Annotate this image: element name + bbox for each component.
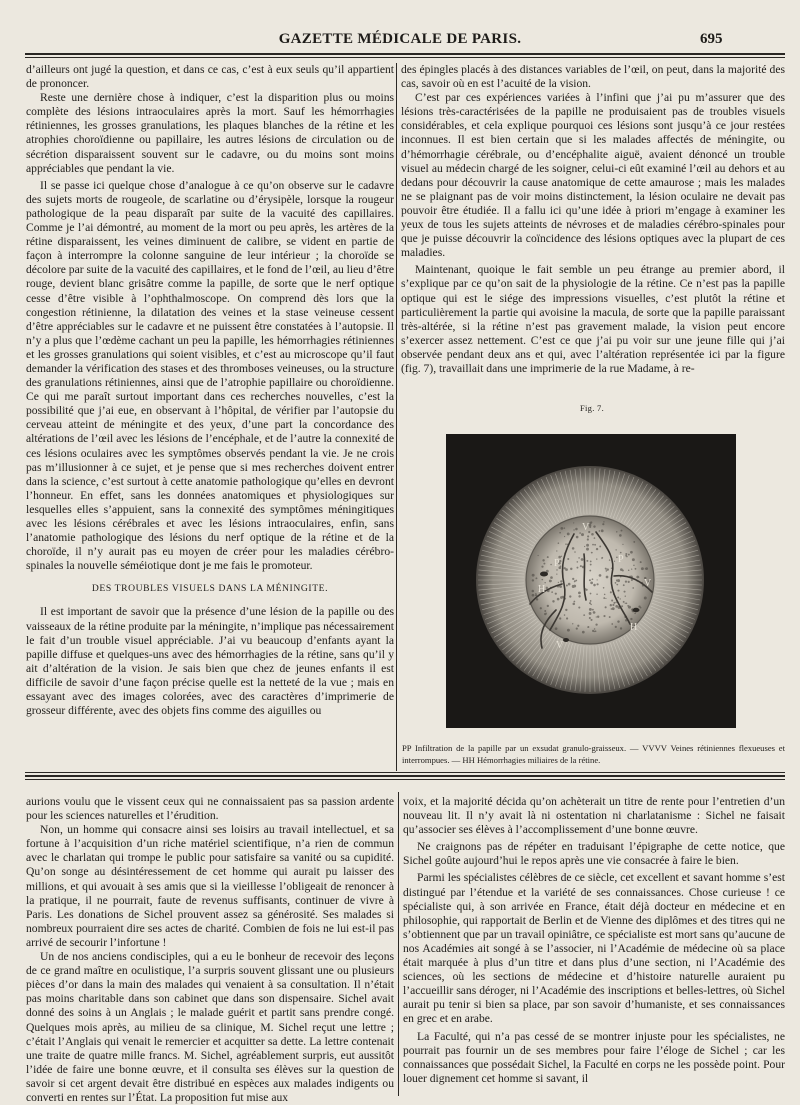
retina-engraving (446, 434, 736, 728)
speckle-dot (582, 631, 585, 634)
speckle-dot (616, 531, 617, 532)
speckle-dot (606, 576, 609, 579)
paragraph: Il se passe ici quelque chose d’analogue à ce qu’on observe sur le cadavre des sujets morts de rougeole, de scarlatine ou d’érysipèle, lorsque la rougeur pathologique de la peau disparaît par suite de la vacuité des capillaires. Comme je l’ai démontré, au moment de la mort ou peu après, les artères de la rétine disparaissent, les veines diminuent de calibre, se vident en partie de façon à interrompre la colonne sanguine de leur intérieur ; la choroïde se décolore par suite de la vacuité des capillaires, et le fond de l’œil, au lieu d’être rouge, devient blanc grisâtre comme la papille, de sorte que le nerf optique cesse d’être visible à l’ophthalmoscope. On comprend dès lors que la congestion rétinienne, la dilatation des veines et la stase veineuse cessent d’être appréciables sur le cadavre et ne puissent être constatées à l’autopsie. Il n’y a plus que l’œdème cachant un peu la papille, les hémorrhagies rétiniennes et les grosses granulations qui soient visibles, et c’est au microscope qu’il faut demander la vérification des stases et des thromboses veineuses, ou la structure des granulations rétiniennes, ainsi que de l’atrophie papillaire ou choroïdienne. Ce qui me paraît surtout important dans ces recherches nouvelles, c’est la possibilité que j’ai eue, en observant à l’hôpital, de vérifier par l’autopsie du cerveau atteint de méningite et des yeux, d’une part la concordance des altérations de l’œil avec les lésions de l’encéphale, et de l’autre la connexité de ces lésions oculaires avec les symptômes observés pendant la vie. Je ne crois pas m’illusionner à ce sujet, et je pense que si mes recherches doivent entrer dans la science, c’est surtout à cette anatomie pathologique qu’elles en devront l’honneur. En effet, sans les données anatomiques et physiologiques sur lesquelles elles s’appuient, sans la connexité des symptômes méningitiques avec les lésions cérébrales et avec les lésions intraoculaires, enfin, sans l’anatomie pathologique des lésions du nerf optique de la rétine et de la choroïde, il n’y aurait pas eu moyen de créer pour les maladies cérébro-spinales la nouvelle séméiotique dont je me fais le promoteur. (26, 178, 394, 573)
speckle-dot (555, 627, 558, 630)
speckle-dot (621, 530, 623, 532)
speckle-dot (546, 587, 548, 589)
speckle-dot (623, 584, 625, 586)
section-rule-thick (25, 775, 785, 777)
page-header-title: GAZETTE MÉDICALE DE PARIS. (278, 31, 522, 47)
speckle-dot (601, 557, 603, 559)
speckle-dot (559, 532, 561, 534)
speckle-dot (556, 574, 557, 575)
speckle-dot (589, 608, 592, 611)
paragraph: d’ailleurs ont jugé la question, et dans ce cas, c’est à eux seuls qu’il appartient de prononcer. (26, 63, 394, 91)
paragraph: Ne craignons pas de répéter en traduisant l’épigraphe de cette notice, que Sichel goûte aujourd’hui le repos après une vie consacrée à faire le bien. (403, 840, 785, 868)
figure-letter: H (538, 584, 546, 595)
speckle-dot (538, 555, 539, 556)
speckle-dot (580, 565, 582, 567)
speckle-dot (603, 615, 605, 617)
speckle-dot (626, 602, 628, 604)
speckle-dot (576, 536, 579, 539)
speckle-dot (613, 602, 615, 604)
speckle-dot (589, 579, 591, 581)
speckle-dot (572, 623, 573, 624)
speckle-dot (584, 546, 585, 547)
speckle-dot (547, 556, 549, 558)
speckle-dot (542, 579, 543, 580)
speckle-dot (555, 593, 557, 595)
speckle-dot (568, 583, 571, 586)
speckle-dot (619, 598, 620, 599)
speckle-dot (632, 587, 634, 589)
speckle-dot (540, 607, 542, 609)
speckle-dot (644, 597, 647, 600)
speckle-dot (578, 591, 581, 594)
speckle-dot (560, 596, 563, 599)
paragraph: Reste une dernière chose à indiquer, c’est la disparition plus ou moins complète des lésions intraoculaires après la mort. Sauf les hémorrhagies rétiniennes, les grosses granulations, les plaques blanches de la rétine et les atrophies choroïdienne ou papillaire, les autres lésions de circulation ou de sécrétion disparaissent souvent sur le cadavre, ou du moins sont moins appréciables que pendant la vie. (26, 91, 394, 175)
speckle-dot (591, 552, 593, 554)
speckle-dot (630, 618, 632, 620)
speckle-dot (574, 581, 575, 582)
header-rule-thick (25, 53, 785, 55)
speckle-dot (590, 600, 592, 602)
speckle-dot (586, 544, 589, 547)
speckle-dot (603, 597, 605, 599)
speckle-dot (635, 568, 637, 570)
speckle-dot (604, 594, 606, 596)
speckle-dot (591, 533, 594, 536)
figure-caption (402, 742, 785, 766)
speckle-dot (589, 612, 592, 615)
speckle-dot (620, 627, 622, 629)
speckle-dot (583, 614, 585, 616)
speckle-dot (589, 522, 591, 524)
speckle-dot (558, 542, 560, 544)
speckle-dot (564, 614, 566, 616)
speckle-dot (593, 584, 596, 587)
speckle-dot (606, 568, 608, 570)
speckle-dot (617, 596, 619, 598)
speckle-dot (544, 610, 546, 612)
speckle-dot (597, 579, 598, 580)
speckle-dot (572, 547, 575, 550)
speckle-dot (590, 564, 592, 566)
speckle-dot (541, 566, 543, 568)
paragraph: Non, un homme qui consacre ainsi ses loisirs au travail intellectuel, et sa fortune à l’acquisition d’un riche matériel scientifique, n’a rien de commun avec le charlatan qui trompe le public pour satisfaire sa vanité ou sa cupidité. Qu’on songe au désintéressement de cet homme qui aurait pu laisser des millions, et qui avouait à ses amis que si la vieillesse l’obligeait de renoncer à la pratique, il ne pourrait, faute de revenus suffisants, continuer de vivre à Paris. Les donations de Sichel prouvent assez sa générosité. Ses malades si nombreux pourraient dire ses actes de charité. Combien de fois ne lui est-il pas arrivé de secourir l’infortune ! (26, 823, 394, 949)
speckle-dot (594, 544, 596, 546)
speckle-dot (589, 602, 591, 604)
column-divider-upper (396, 63, 397, 771)
speckle-dot (634, 613, 636, 615)
speckle-dot (605, 568, 607, 570)
speckle-dot (559, 585, 562, 588)
speckle-dot (602, 523, 604, 525)
paragraph: aurions voulu que le vissent ceux qui ne connaissaient pas sa passion ardente pour les sciences naturelles et l’érudition. (26, 795, 394, 823)
speckle-dot (611, 623, 613, 625)
speckle-dot (599, 546, 601, 548)
speckle-dot (592, 578, 594, 580)
upper-left-column (26, 63, 394, 766)
paragraph: Maintenant, quoique le fait semble un peu étrange au premier abord, il s’explique par ce qu’on sait de la physiologie de la rétine. Ce n’est pas la papille optique qui est le siége des impressions visuelles, c’est plutôt la rétine et particulièrement la partie qui avoisine la macula, de sorte que la papille paraissant très-altérée, si la rétine n’est pas gravement malade, la vision peut encore s’exercer assez nettement. C’est ce que j’ai pu voir sur une jeune fille qui j’ai observée pendant deux ans et qui, avec l’altération représentée ici par la figure (fig. 7), travaillait dans une imprimerie de la rue Madame, à re- (401, 263, 785, 375)
speckle-dot (617, 579, 620, 582)
speckle-dot (581, 533, 584, 536)
speckle-dot (611, 608, 613, 610)
speckle-dot (596, 583, 598, 585)
paragraph: La Faculté, qui n’a pas cessé de se montrer injuste pour les spécialistes, ne pourrait pas fournir un de ses membres pour faire l’éloge de Sichel ; car les connaissances que possédait Sichel, la Faculté en corps ne les possède point. Pour louer dignement cet homme si savant, il (403, 1029, 785, 1085)
speckle-dot (573, 529, 574, 530)
speckle-dot (615, 605, 618, 608)
speckle-dot (561, 556, 562, 557)
speckle-dot (633, 541, 635, 543)
speckle-dot (625, 596, 626, 597)
figure-letter: V (644, 578, 652, 589)
speckle-dot (552, 600, 554, 602)
paragraph: Parmi les spécialistes célèbres de ce siècle, cet excellent et savant homme s’est distingué par l’étendue et la variété de ses connaissances. Chose curieuse ! ce spécialiste qui, à son arrivée en France, était déjà docteur en médecine et en philosophie, qui rapportait de Berlin et de Vienne des diplômes et des titres qui ne s’obtiennent que par un travail opiniâtre, ce spécialiste est mort sans qu’aucune de nos Académies ait songé à se l’associer, ni l’Académie de médecine où sa place était marquée à plus d’un titre et dans plus d’une section, ni l’Académie des sciences, où les sections de médecine et d’histoire naturelle auraient pu l’accueillir sans déroger, ni l’Académie des inscriptions et belles-lettres, où Sichel aurait pu tenir si bien sa place, par son savoir d’humaniste, et ses connaissances en grec et en arabe. (403, 871, 785, 1026)
speckle-dot (578, 595, 580, 597)
speckle-dot (594, 628, 595, 629)
speckle-dot (549, 580, 551, 582)
speckle-dot (628, 606, 631, 609)
speckle-dot (560, 527, 563, 530)
figure-letter: V (582, 522, 590, 533)
speckle-dot (532, 574, 535, 577)
speckle-dot (641, 567, 644, 570)
paragraph: Un de nos anciens condisciples, qui a eu le bonheur de recevoir des leçons de ce grand maître en oculistique, l’a surpris souvent glissant une ou plusieurs pièces d’or dans la main des malades qui venaient à sa consultation. Il n’était pas moins charitable dans son cabinet que dans son dispensaire. Sichel avait donné des soins à un Anglais ; le malade guérit et partit sans prendre congé. Quelques mois après, au milieu de sa clinique, M. Sichel reçut une lettre ; c’était l’Anglais qui venait le remercier et acquitter sa dette. La lettre contenait une traite de quatre mille francs. M. Sichel, agréablement surpris, eut aussitôt l’idée de faire une bonne œuvre, et il consulta ses élèves sur la question de savoir si cet argent devait être distribué en espèces aux malades indigents ou converti en rentes sur l’État. La proposition fut mise aux (26, 950, 394, 1104)
speckle-dot (569, 595, 571, 597)
speckle-dot (596, 594, 597, 595)
speckle-dot (547, 605, 549, 607)
speckle-dot (595, 623, 597, 625)
speckle-dot (567, 629, 570, 632)
speckle-dot (564, 527, 566, 529)
speckle-dot (543, 563, 545, 565)
speckle-dot (532, 590, 535, 593)
speckle-dot (574, 551, 576, 553)
column-divider-lower (398, 792, 399, 1096)
speckle-dot (590, 561, 592, 563)
speckle-dot (556, 569, 557, 570)
speckle-dot (576, 628, 578, 630)
paragraph: Il est important de savoir que la présence d’une lésion de la papille ou des vaisseaux de la rétine produite par la méningite, n’implique pas nécessairement le fait d’un trouble visuel appréciable. J’ai vu beaucoup d’enfants ayant la papille diffuse et quelques-uns avec des hémorrhagies de la rétine, sans qu’il y ait d’altération de la vision. Je sais bien que chez de jeunes enfants il est difficile de savoir d’une façon précise quelle est la netteté de la vue ; mais en essayant avec des images colorées, avec des caractères d’imprimerie de grosseur différente, avec des objets fins comme des aiguilles ou (26, 605, 394, 718)
speckle-dot (566, 584, 568, 586)
speckle-dot (630, 551, 633, 554)
speckle-dot (590, 619, 592, 621)
speckle-dot (624, 591, 626, 593)
speckle-dot (557, 598, 560, 601)
speckle-dot (645, 568, 647, 570)
speckle-dot (628, 554, 630, 556)
speckle-dot (605, 598, 606, 599)
speckle-dot (578, 557, 580, 559)
lower-right-column (403, 795, 785, 1095)
speckle-dot (573, 601, 575, 603)
speckle-dot (570, 568, 572, 570)
speckle-dot (638, 576, 639, 577)
speckle-dot (611, 600, 613, 602)
speckle-dot (573, 522, 574, 523)
speckle-dot (575, 528, 578, 531)
speckle-dot (587, 535, 589, 537)
speckle-dot (599, 574, 602, 577)
figure-letter: P (554, 558, 560, 569)
speckle-dot (631, 569, 632, 570)
speckle-dot (567, 532, 570, 535)
speckle-dot (610, 604, 612, 606)
speckle-dot (609, 559, 610, 560)
speckle-dot (628, 569, 630, 571)
speckle-dot (558, 582, 559, 583)
speckle-dot (572, 578, 574, 580)
speckle-dot (614, 561, 615, 562)
speckle-dot (640, 607, 642, 609)
paragraph: C’est par ces expériences variées à l’infini que j’ai pu m’assurer que des lésions très-caractérisées de la papille ne produisaient pas de troubles visuels considérables, et cela explique pourquoi ces lésions sont jusqu’à ce jour restées inconnues. Il est bien certain que si les malades affectés de méningite, ou d’hémorrhagie cérébrale, ou d’encéphalite aiguë, avaient dénoncé un trouble visuel au médecin chargé de les soigner, celui-ci eût examiné l’œil au dehors et au dedans pour découvrir la cause anatomique de cette amaurose ; mais les malades ne se plaignant pas de voir moins distinctement, la lésion oculaire ne devait pas pouvoir être étudiée. Il a fallu ici qu’une idée à priori m’engage à examiner les yeux de tous les sujets atteints de névroses et de maladies cérébro-spinales pour que je puisse découvrir la coïncidence des lésions optiques avec la plupart de ces maladies. (401, 91, 785, 260)
speckle-dot (597, 616, 599, 618)
speckle-dot (620, 568, 623, 571)
speckle-dot (615, 626, 617, 628)
speckle-dot (590, 593, 592, 595)
speckle-dot (542, 559, 544, 561)
speckle-dot (632, 558, 635, 561)
speckle-dot (605, 606, 607, 608)
speckle-dot (596, 616, 597, 617)
speckle-dot (594, 537, 596, 539)
speckle-dot (595, 630, 597, 632)
speckle-dot (625, 603, 626, 604)
speckle-dot (586, 548, 589, 551)
speckle-dot (617, 590, 619, 592)
speckle-dot (621, 605, 623, 607)
figure-letter: P (618, 554, 624, 565)
speckle-dot (599, 530, 601, 532)
speckle-dot (616, 584, 618, 586)
speckle-dot (622, 544, 623, 545)
speckle-dot (615, 602, 616, 603)
speckle-dot (592, 609, 594, 611)
speckle-dot (578, 606, 580, 608)
speckle-dot (615, 582, 617, 584)
speckle-dot (565, 543, 567, 545)
paragraph: voix, et la majorité décida qu’on achèterait un titre de rente pour l’entretien d’un nouveau lit. Il n’y avait là ni ostentation ni charlatanisme : Sichel ne faisait qu’associer ses élèves à l’accomplissement d’une bonne œuvre. (403, 795, 785, 837)
speckle-dot (567, 558, 569, 560)
speckle-dot (625, 580, 627, 582)
paragraph: des épingles placés à des distances variables de l’œil, on peut, dans la majorité des cas, savoir où en est l’acuité de la vision. (401, 63, 785, 91)
speckle-dot (592, 544, 594, 546)
speckle-dot (587, 626, 588, 627)
header-rule-thin (25, 57, 785, 58)
speckle-dot (587, 538, 589, 540)
speckle-dot (573, 603, 576, 606)
figure-letter: H (630, 622, 638, 633)
speckle-dot (603, 521, 604, 522)
speckle-dot (586, 560, 588, 562)
speckle-dot (573, 585, 576, 588)
section-rule-thin (25, 772, 785, 773)
speckle-dot (633, 565, 634, 566)
speckle-dot (565, 609, 567, 611)
speckle-dot (619, 534, 622, 537)
speckle-dot (615, 549, 616, 550)
speckle-dot (550, 576, 553, 579)
speckle-dot (532, 579, 534, 581)
speckle-dot (628, 581, 630, 583)
lower-left-column (26, 795, 394, 1104)
speckle-dot (590, 581, 593, 584)
speckle-dot (626, 556, 628, 558)
speckle-dot (612, 604, 614, 606)
speckle-dot (617, 620, 619, 622)
speckle-dot (564, 536, 565, 537)
speckle-dot (640, 561, 642, 563)
speckle-dot (577, 625, 579, 627)
page-number: 695 (700, 31, 723, 47)
speckle-dot (579, 532, 581, 534)
figure-letter: V (556, 640, 564, 651)
speckle-dot (560, 566, 561, 567)
speckle-dot (566, 617, 568, 619)
speckle-dot (601, 529, 604, 532)
speckle-dot (596, 548, 598, 550)
speckle-dot (556, 550, 557, 551)
speckle-dot (612, 607, 615, 610)
upper-right-column (401, 63, 785, 395)
speckle-dot (610, 591, 612, 593)
speckle-dot (596, 558, 597, 559)
figure-frame (446, 434, 736, 728)
speckle-dot (559, 617, 561, 619)
speckle-dot (589, 617, 591, 619)
speckle-dot (593, 612, 595, 614)
speckle-dot (532, 594, 535, 597)
speckle-dot (535, 593, 536, 594)
speckle-dot (535, 577, 537, 579)
speckle-dot (623, 601, 625, 603)
speckle-dot (550, 564, 552, 566)
speckle-dot (544, 613, 547, 616)
speckle-dot (589, 570, 591, 572)
speckle-dot (577, 561, 579, 563)
speckle-dot (609, 616, 611, 618)
figure-label: Fig. 7. (579, 403, 605, 413)
figure-caption-text: PP Infiltration de la papille par un exsudat granulo-graisseux. — VVVV Veines rétiniennes flexueuses et interrompues. — HH Hémorrhagies miliaires de la rétine. (402, 743, 785, 765)
speckle-dot (592, 630, 594, 632)
speckle-dot (576, 567, 578, 569)
speckle-dot (603, 587, 605, 589)
speckle-dot (565, 568, 568, 571)
section-heading: DES TROUBLES VISUELS DANS LA MÉNINGITE. (91, 583, 329, 595)
speckle-dot (560, 580, 562, 582)
speckle-dot (593, 525, 595, 527)
section-rule-thin-2 (25, 779, 785, 780)
speckle-dot (581, 558, 584, 561)
speckle-dot (625, 553, 627, 555)
speckle-dot (551, 591, 553, 593)
